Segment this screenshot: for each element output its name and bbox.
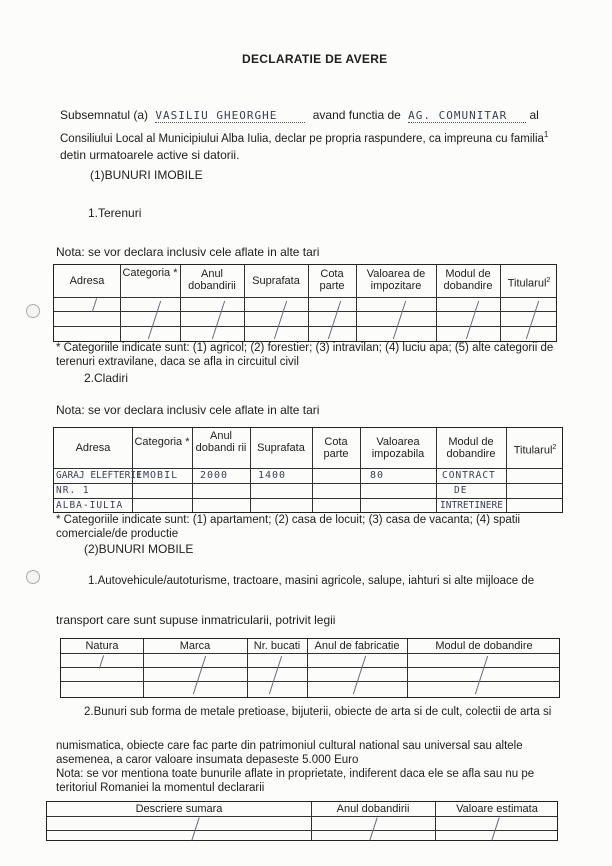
heading-terenuri: 1.Terenuri: [88, 206, 142, 220]
cell-modul-2: DE: [454, 485, 468, 496]
heading-pretioase-3: asemenea, a caror valoare insumata depaseste 5.000 Euro: [56, 754, 359, 766]
col-valoarea-impozitare: Valoarea de impozitare: [366, 268, 426, 292]
cell-categoria: IMOBIL: [136, 470, 179, 481]
strike-mark: [274, 301, 287, 339]
col-suprafata: Suprafata: [252, 275, 300, 287]
col-titularul-sup: 2: [552, 444, 557, 451]
col-nr-bucati: Nr. bucati: [253, 640, 301, 652]
declarant-name: VASILIU GHEORGHE: [155, 109, 305, 123]
col-titularul: [508, 442, 562, 457]
cell-adresa-1: GARAJ ELEFTERIE: [56, 470, 142, 481]
strike-mark: [269, 656, 282, 694]
col-modul-dobandire: Modul de dobandire: [435, 640, 533, 652]
strike-mark: [369, 817, 377, 840]
heading-pretioase-1: 2.Bunuri sub forma de metale pretioase, bijuterii, obiecte de arta si de cult, colectii de arta si: [84, 706, 552, 718]
punch-hole: [26, 304, 40, 318]
cell-suprafata: 1400: [258, 470, 287, 481]
pretioase-table: [46, 801, 558, 841]
cladiri-table: [53, 427, 563, 513]
col-anul-dobandirii: Anul dobandirii: [336, 803, 410, 815]
footnote-mark: 1: [543, 130, 549, 139]
intro-label-subsemnatul: Subsemnatul (a): [60, 108, 149, 122]
col-natura: Natura: [85, 640, 119, 652]
nota-terenuri: Nota: se vor declara inclusiv cele aflate in alte tari: [56, 245, 320, 259]
strike-mark: [475, 656, 488, 694]
heading-pretioase-2: numismatica, obiecte care fac parte din patrimoniul cultural national sau universal sau altele: [56, 740, 523, 752]
cell-modul-3: INTRETINERE: [440, 500, 503, 511]
declarant-function: AG. COMUNITAR: [408, 109, 526, 123]
cladiri-footnote-2: comerciale/de productie: [56, 528, 179, 540]
col-titularul: [502, 275, 556, 290]
cell-valoarea: 80: [370, 470, 385, 481]
terenuri-table: [53, 264, 557, 342]
cladiri-footnote-1: * Categoriile indicate sunt: (1) apartament; (2) casa de locuit; (3) casa de vacanta; (4) spatii: [56, 514, 521, 526]
heading-auto-2: transport care sunt supuse inmatricularii, potrivit legii: [56, 613, 336, 627]
terenuri-footnote-2: terenuri extravilane, daca se afla in circuitul civil: [56, 356, 299, 368]
strike-mark: [328, 301, 341, 339]
intro-line-1: [60, 108, 539, 123]
strike-mark: [393, 301, 406, 339]
col-titularul-label: Titularul: [513, 444, 553, 457]
cell-anul: 2000: [200, 470, 229, 481]
nota-cladiri: Nota: se vor declara inclusiv cele aflate in alte tari: [56, 403, 320, 417]
section-bunuri-imobile: (1)BUNURI IMOBILE: [90, 168, 203, 182]
terenuri-footnote-1: * Categoriile indicate sunt: (1) agricol; (2) forestier; (3) intravilan; (4) luciu apa; (5) alte categorii de: [56, 342, 554, 354]
intro-label-al: al: [529, 108, 539, 122]
strike-mark: [191, 817, 199, 840]
col-descriere-sumara: Descriere sumara: [135, 803, 223, 815]
col-valoarea-impozabila: Valoarea impozabila: [371, 436, 425, 460]
intro-line-3: detin urmatoarele active si datorii.: [60, 148, 240, 162]
cell-modul-1: CONTRACT: [442, 470, 496, 481]
col-adresa: Adresa: [75, 442, 111, 454]
auto-table: [60, 638, 560, 698]
cell-adresa-2: NR. 1: [56, 485, 90, 496]
section-bunuri-mobile: (2)BUNURI MOBILE: [84, 542, 194, 556]
strike-mark: [526, 301, 539, 339]
col-categoria: Categoria *: [134, 436, 190, 448]
col-modul-dobandire: Modul de dobandire: [443, 268, 493, 292]
page-title: DECLARATIE DE AVERE: [242, 52, 388, 66]
col-adresa: Adresa: [69, 275, 105, 287]
strike-mark: [92, 298, 97, 312]
cell-adresa-3: ALBA-IULIA: [56, 500, 124, 511]
strike-mark: [353, 656, 366, 694]
strike-mark: [193, 656, 206, 694]
col-valoare-estimata: Valoare estimata: [456, 803, 538, 815]
col-titularul-sup: 2: [546, 277, 551, 284]
nota-pretioase-2: teritoriul Romaniei la momentul declararii: [56, 782, 265, 794]
strike-mark: [148, 301, 161, 339]
intro-label-functia: avand functia de: [312, 108, 401, 122]
strike-mark: [212, 301, 225, 339]
col-anul-dobandirii: Anul dobandi rii: [195, 430, 247, 454]
heading-cladiri: 2.Cladiri: [84, 371, 129, 385]
strike-mark: [466, 301, 479, 339]
col-cota-parte: Cota parte: [319, 268, 345, 292]
col-titularul-label: Titularul: [507, 277, 547, 290]
punch-hole: [26, 570, 40, 584]
col-modul-dobandire: Modul de dobandire: [446, 436, 496, 460]
col-cota-parte: Cota parte: [323, 436, 349, 460]
intro-line-2: [60, 130, 548, 145]
col-suprafata: Suprafata: [257, 442, 305, 454]
intro-text: Consiliului Local al Municipiului Alba Iulia, declar pe propria raspundere, ca impreuna cu familia: [60, 132, 544, 145]
nota-pretioase-1: Nota: se vor mentiona toate bunurile aflate in proprietate, indiferent daca ele se afla sau nu pe: [56, 768, 535, 780]
heading-auto-1: 1.Autovehicule/autoturisme, tractoare, masini agricole, salupe, iahturi si alte mijloace de: [88, 575, 535, 587]
col-anul-fabricatie: Anul de fabricatie: [314, 640, 400, 652]
strike-mark: [491, 817, 499, 840]
col-marca: Marca: [179, 640, 211, 652]
col-categoria: Categoria *: [122, 267, 178, 279]
col-anul-dobandirii: Anul dobandirii: [188, 268, 236, 292]
